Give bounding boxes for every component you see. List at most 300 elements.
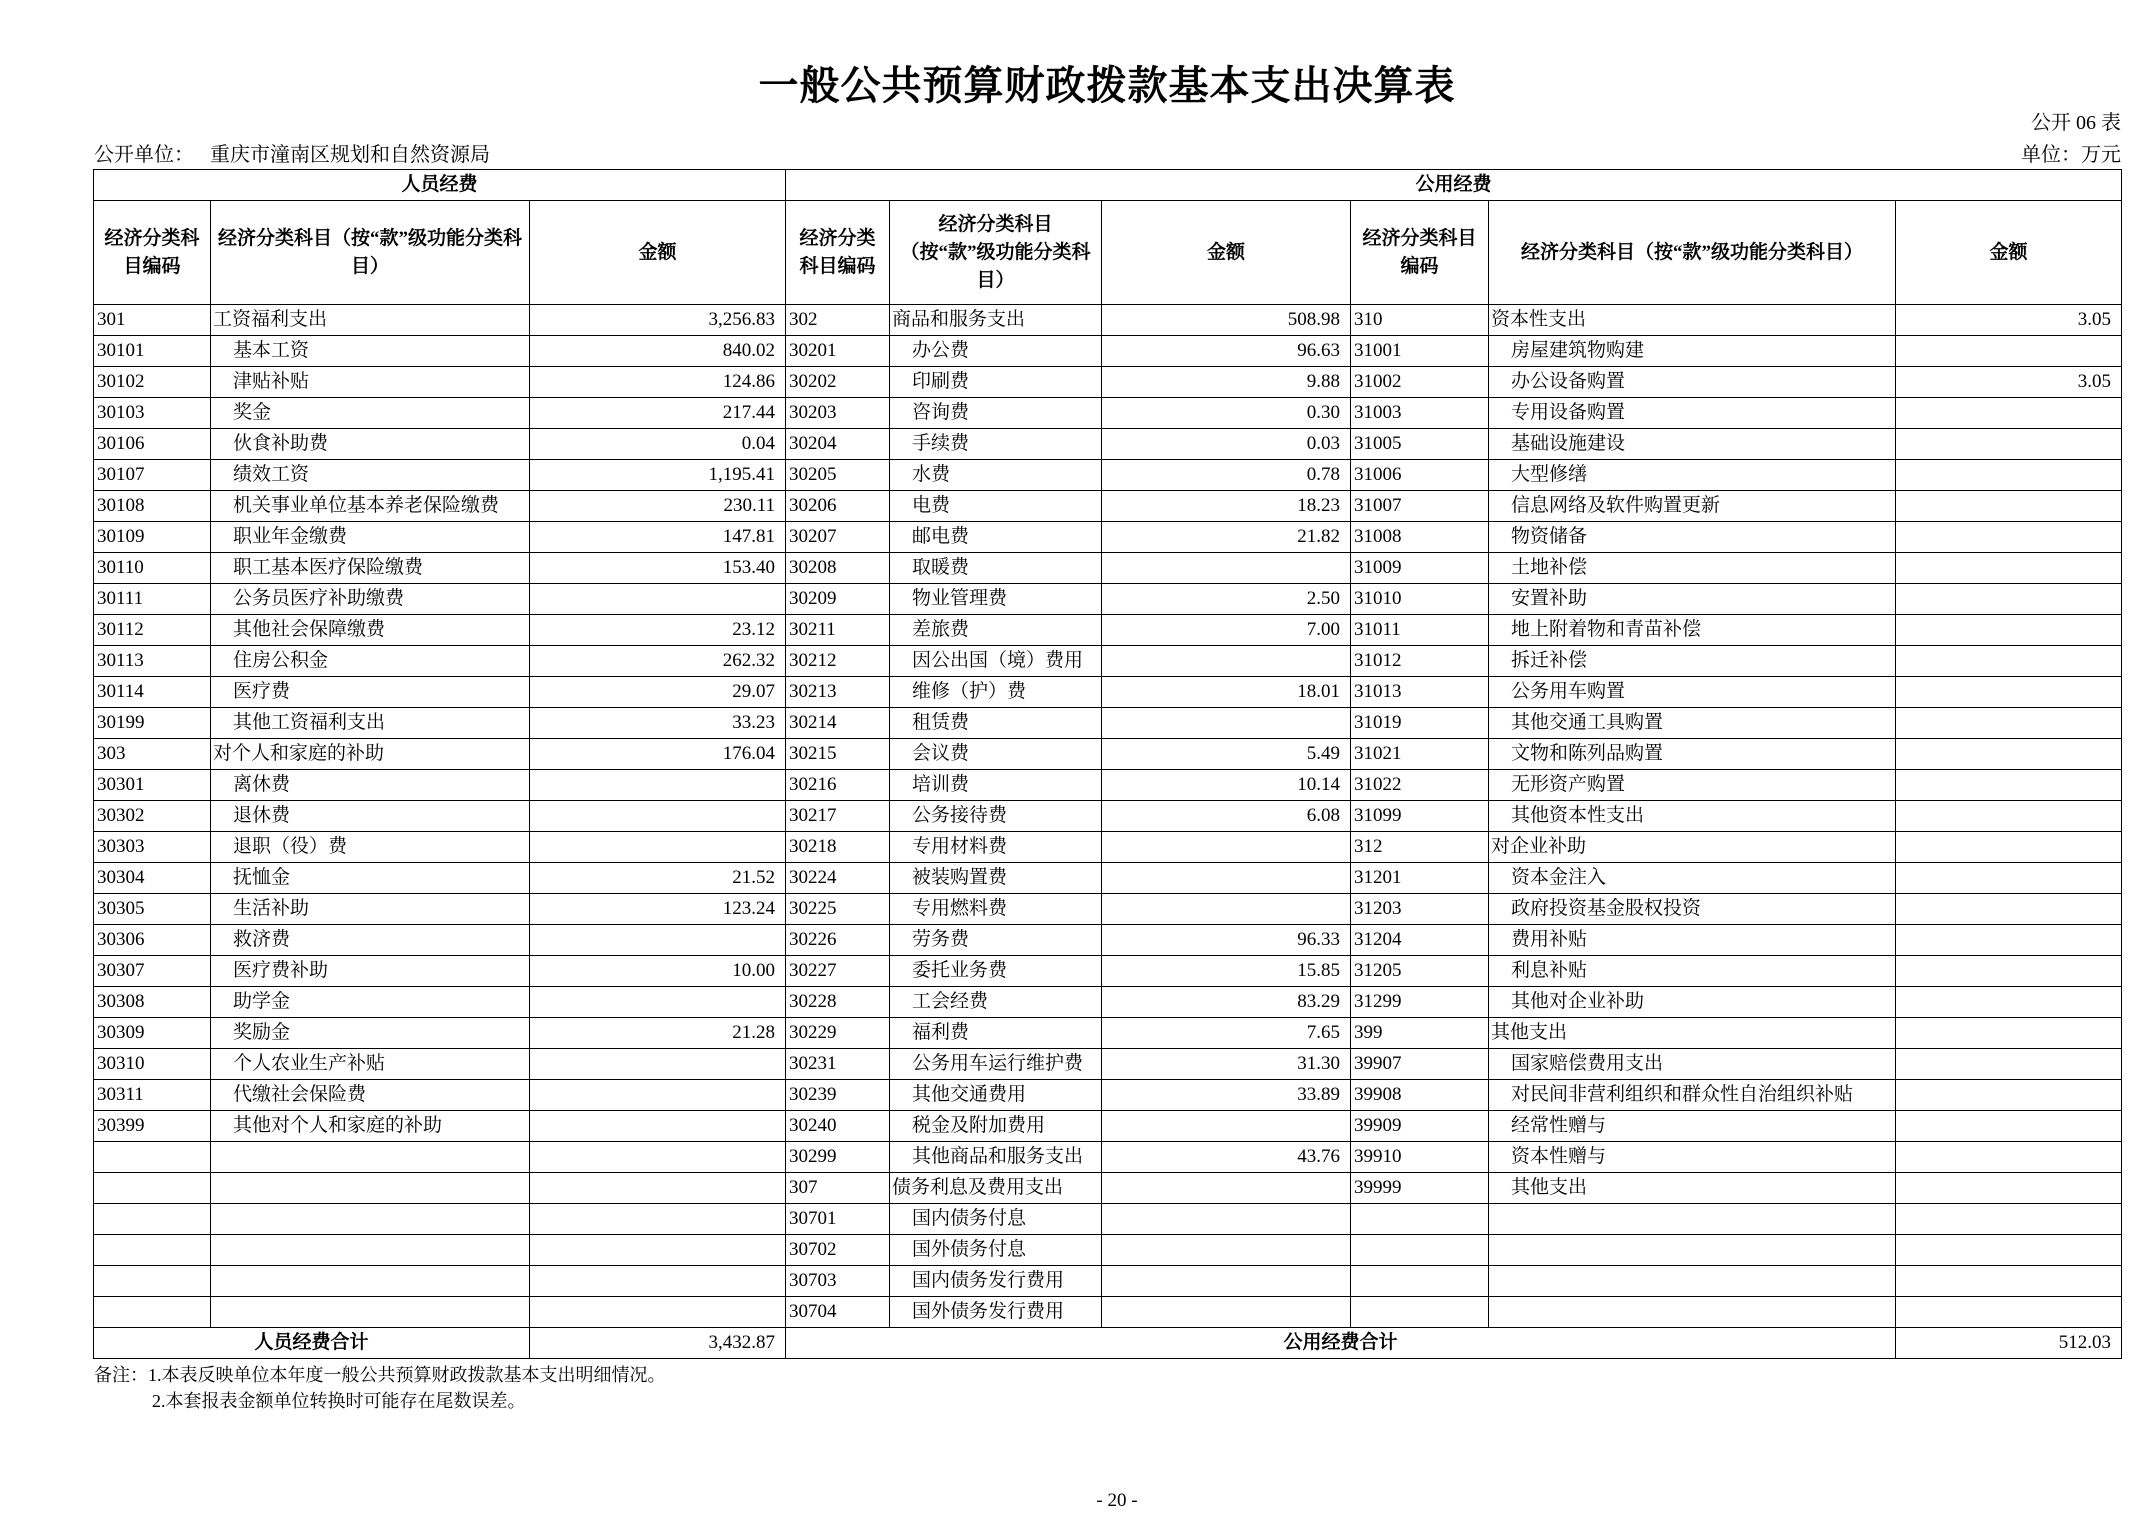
personnel-empty-cell: [94, 1204, 211, 1235]
public-capital-amount-cell: [1896, 584, 2122, 615]
personnel-empty-cell: [530, 1204, 786, 1235]
public-capital-code-cell: 31299: [1351, 987, 1489, 1018]
public-goods-name-cell: 水费: [890, 460, 1102, 491]
personnel-amount-cell: [530, 1111, 786, 1142]
public-capital-name-cell: 对民间非营利组织和群众性自治组织补贴: [1489, 1080, 1896, 1111]
personnel-empty-cell: [530, 1142, 786, 1173]
personnel-amount-cell: [530, 1080, 786, 1111]
public-capital-name-cell: 费用补贴: [1489, 925, 1896, 956]
public-goods-amount-cell: 0.30: [1102, 398, 1351, 429]
personnel-name-cell: 对个人和家庭的补助: [211, 739, 530, 770]
personnel-empty-cell: [94, 1297, 211, 1328]
public-capital-amount-cell: 3.05: [1896, 305, 2122, 336]
public-goods-amount-cell: [1102, 1266, 1351, 1297]
public-goods-amount-cell: 96.33: [1102, 925, 1351, 956]
public-goods-code-cell: 30217: [786, 801, 890, 832]
public-goods-code-cell: 30240: [786, 1111, 890, 1142]
public-goods-code-cell: 30213: [786, 677, 890, 708]
personnel-code-cell: 30304: [94, 863, 211, 894]
public-goods-amount-cell: 7.00: [1102, 615, 1351, 646]
personnel-name-cell: 离休费: [211, 770, 530, 801]
personnel-code-cell: 30303: [94, 832, 211, 863]
public-capital-amount-cell: [1896, 646, 2122, 677]
personnel-name-cell: 奖金: [211, 398, 530, 429]
public-goods-code-cell: 30701: [786, 1204, 890, 1235]
public-goods-name-cell: 债务利息及费用支出: [890, 1173, 1102, 1204]
personnel-empty-cell: [211, 1235, 530, 1266]
table-row: [94, 1142, 2122, 1173]
public-goods-name-cell: 其他交通费用: [890, 1080, 1102, 1111]
public-capital-name-cell: 安置补助: [1489, 584, 1896, 615]
public-capital-amount-cell: [1896, 894, 2122, 925]
public-capital-amount-cell: [1896, 615, 2122, 646]
col-header-code: 经济分类科目编码: [786, 201, 890, 305]
total-label-personnel: 人员经费合计: [94, 1328, 530, 1359]
public-goods-code-cell: 307: [786, 1173, 890, 1204]
public-goods-amount-cell: [1102, 863, 1351, 894]
personnel-amount-cell: 262.32: [530, 646, 786, 677]
public-goods-code-cell: 30228: [786, 987, 890, 1018]
public-capital-empty-cell: [1489, 1204, 1896, 1235]
public-goods-code-cell: 30209: [786, 584, 890, 615]
public-capital-name-cell: 基础设施建设: [1489, 429, 1896, 460]
personnel-code-cell: 30301: [94, 770, 211, 801]
public-capital-code-cell: 31011: [1351, 615, 1489, 646]
table-row: [94, 553, 2122, 584]
public-goods-name-cell: 福利费: [890, 1018, 1102, 1049]
personnel-amount-cell: 10.00: [530, 956, 786, 987]
public-goods-name-cell: 物业管理费: [890, 584, 1102, 615]
public-capital-code-cell: 31013: [1351, 677, 1489, 708]
personnel-code-cell: 30305: [94, 894, 211, 925]
public-capital-amount-cell: [1896, 336, 2122, 367]
personnel-empty-cell: [530, 1173, 786, 1204]
public-capital-name-cell: 对企业补助: [1489, 832, 1896, 863]
personnel-name-cell: 机关事业单位基本养老保险缴费: [211, 491, 530, 522]
public-goods-amount-cell: [1102, 1204, 1351, 1235]
public-capital-amount-cell: [1896, 398, 2122, 429]
public-capital-code-cell: 31022: [1351, 770, 1489, 801]
public-capital-amount-cell: [1896, 1018, 2122, 1049]
personnel-name-cell: 伙食补助费: [211, 429, 530, 460]
public-goods-code-cell: 30214: [786, 708, 890, 739]
public-capital-name-cell: 资本性赠与: [1489, 1142, 1896, 1173]
public-goods-amount-cell: 18.23: [1102, 491, 1351, 522]
personnel-code-cell: 30102: [94, 367, 211, 398]
public-capital-code-cell: 31008: [1351, 522, 1489, 553]
personnel-name-cell: 其他工资福利支出: [211, 708, 530, 739]
public-goods-amount-cell: 43.76: [1102, 1142, 1351, 1173]
table-row: [94, 429, 2122, 460]
table-row: [94, 646, 2122, 677]
table-row: [94, 615, 2122, 646]
personnel-empty-cell: [530, 1266, 786, 1297]
personnel-amount-cell: 176.04: [530, 739, 786, 770]
public-capital-empty-cell: [1489, 1235, 1896, 1266]
table-row: [94, 1235, 2122, 1266]
personnel-empty-cell: [94, 1235, 211, 1266]
table-row: [94, 1204, 2122, 1235]
public-goods-amount-cell: 10.14: [1102, 770, 1351, 801]
table-row: [94, 398, 2122, 429]
personnel-code-cell: 30108: [94, 491, 211, 522]
personnel-name-cell: 医疗费补助: [211, 956, 530, 987]
public-capital-code-cell: 312: [1351, 832, 1489, 863]
personnel-amount-cell: 840.02: [530, 336, 786, 367]
public-capital-name-cell: 拆迁补偿: [1489, 646, 1896, 677]
personnel-empty-cell: [94, 1142, 211, 1173]
personnel-code-cell: 30310: [94, 1049, 211, 1080]
public-capital-amount-cell: [1896, 553, 2122, 584]
personnel-amount-cell: 33.23: [530, 708, 786, 739]
personnel-empty-cell: [211, 1297, 530, 1328]
public-goods-amount-cell: 0.03: [1102, 429, 1351, 460]
public-capital-code-cell: 399: [1351, 1018, 1489, 1049]
group-header-personnel: 人员经费: [94, 170, 786, 201]
personnel-name-cell: 公务员医疗补助缴费: [211, 584, 530, 615]
personnel-name-cell: 医疗费: [211, 677, 530, 708]
personnel-code-cell: 30112: [94, 615, 211, 646]
personnel-code-cell: 30101: [94, 336, 211, 367]
col-header-name: 经济分类科目（按“款”级功能分类科目）: [1489, 201, 1896, 305]
public-goods-amount-cell: [1102, 708, 1351, 739]
public-goods-name-cell: 国外债务发行费用: [890, 1297, 1102, 1328]
public-capital-empty-cell: [1896, 1297, 2122, 1328]
column-header-row: [94, 201, 2122, 305]
table-row: [94, 336, 2122, 367]
public-goods-amount-cell: 5.49: [1102, 739, 1351, 770]
total-row: [94, 1328, 2122, 1359]
public-goods-name-cell: 其他商品和服务支出: [890, 1142, 1102, 1173]
public-capital-amount-cell: [1896, 1080, 2122, 1111]
public-goods-code-cell: 30206: [786, 491, 890, 522]
public-goods-name-cell: 委托业务费: [890, 956, 1102, 987]
personnel-amount-cell: [530, 832, 786, 863]
public-capital-name-cell: 信息网络及软件购置更新: [1489, 491, 1896, 522]
reporting-unit-label: 公开单位：: [94, 144, 194, 166]
personnel-amount-cell: [530, 1049, 786, 1080]
public-capital-code-cell: 31201: [1351, 863, 1489, 894]
public-capital-empty-cell: [1489, 1266, 1896, 1297]
public-capital-code-cell: 31002: [1351, 367, 1489, 398]
reporting-unit-name: 重庆市潼南区规划和自然资源局: [210, 144, 490, 166]
public-capital-amount-cell: [1896, 863, 2122, 894]
total-label-public: 公用经费合计: [786, 1328, 1896, 1359]
public-capital-code-cell: 31204: [1351, 925, 1489, 956]
public-goods-name-cell: 取暖费: [890, 553, 1102, 584]
public-goods-code-cell: 30226: [786, 925, 890, 956]
col-header-name: 经济分类科目（按“款”级功能分类科目）: [211, 201, 530, 305]
personnel-empty-cell: [94, 1266, 211, 1297]
personnel-name-cell: 职工基本医疗保险缴费: [211, 553, 530, 584]
personnel-code-cell: 30309: [94, 1018, 211, 1049]
public-capital-empty-cell: [1896, 1204, 2122, 1235]
public-capital-amount-cell: [1896, 801, 2122, 832]
public-capital-amount-cell: [1896, 925, 2122, 956]
table-row: [94, 522, 2122, 553]
col-header-amount: 金额: [1896, 201, 2122, 305]
table-body: [94, 305, 2122, 1328]
public-capital-name-cell: 地上附着物和青苗补偿: [1489, 615, 1896, 646]
personnel-code-cell: 30113: [94, 646, 211, 677]
public-goods-code-cell: 30204: [786, 429, 890, 460]
public-capital-code-cell: 31010: [1351, 584, 1489, 615]
public-capital-name-cell: 资本性支出: [1489, 305, 1896, 336]
public-capital-amount-cell: [1896, 770, 2122, 801]
public-capital-amount-cell: [1896, 1142, 2122, 1173]
personnel-code-cell: 30199: [94, 708, 211, 739]
public-goods-code-cell: 30208: [786, 553, 890, 584]
public-goods-name-cell: 邮电费: [890, 522, 1102, 553]
public-capital-name-cell: 无形资产购置: [1489, 770, 1896, 801]
public-capital-name-cell: 专用设备购置: [1489, 398, 1896, 429]
table-row: [94, 1080, 2122, 1111]
public-capital-code-cell: 31006: [1351, 460, 1489, 491]
table-row: [94, 801, 2122, 832]
personnel-amount-cell: 0.04: [530, 429, 786, 460]
personnel-name-cell: 救济费: [211, 925, 530, 956]
public-goods-name-cell: 国内债务发行费用: [890, 1266, 1102, 1297]
public-goods-amount-cell: 96.63: [1102, 336, 1351, 367]
personnel-name-cell: 退休费: [211, 801, 530, 832]
personnel-amount-cell: [530, 925, 786, 956]
personnel-code-cell: 30110: [94, 553, 211, 584]
public-goods-name-cell: 办公费: [890, 336, 1102, 367]
public-capital-amount-cell: [1896, 491, 2122, 522]
public-goods-amount-cell: 0.78: [1102, 460, 1351, 491]
footnote: 备注：1.本表反映单位本年度一般公共预算财政拨款基本支出明细情况。: [94, 1365, 666, 1385]
personnel-amount-cell: [530, 584, 786, 615]
table-row: [94, 1297, 2122, 1328]
public-goods-amount-cell: 18.01: [1102, 677, 1351, 708]
personnel-amount-cell: 123.24: [530, 894, 786, 925]
public-goods-code-cell: 30203: [786, 398, 890, 429]
public-goods-amount-cell: [1102, 1235, 1351, 1266]
public-goods-code-cell: 30299: [786, 1142, 890, 1173]
personnel-amount-cell: 230.11: [530, 491, 786, 522]
col-header-code: 经济分类科目编码: [94, 201, 211, 305]
public-capital-name-cell: 政府投资基金股权投资: [1489, 894, 1896, 925]
col-header-name: 经济分类科目（按“款”级功能分类科目）: [890, 201, 1102, 305]
public-capital-code-cell: 310: [1351, 305, 1489, 336]
personnel-code-cell: 303: [94, 739, 211, 770]
public-capital-empty-cell: [1489, 1297, 1896, 1328]
public-goods-name-cell: 印刷费: [890, 367, 1102, 398]
personnel-name-cell: 基本工资: [211, 336, 530, 367]
public-capital-name-cell: 其他支出: [1489, 1018, 1896, 1049]
personnel-name-cell: 助学金: [211, 987, 530, 1018]
table-row: [94, 460, 2122, 491]
group-header-row: [94, 170, 2122, 201]
personnel-amount-cell: [530, 801, 786, 832]
personnel-amount-cell: 3,256.83: [530, 305, 786, 336]
table-row: [94, 832, 2122, 863]
personnel-code-cell: 30302: [94, 801, 211, 832]
public-capital-code-cell: 31007: [1351, 491, 1489, 522]
public-goods-name-cell: 国外债务付息: [890, 1235, 1102, 1266]
public-goods-amount-cell: 9.88: [1102, 367, 1351, 398]
public-capital-amount-cell: [1896, 1049, 2122, 1080]
personnel-code-cell: 30106: [94, 429, 211, 460]
page-title: 一般公共预算财政拨款基本支出决算表: [758, 63, 1456, 108]
public-goods-amount-cell: 31.30: [1102, 1049, 1351, 1080]
table-row: [94, 1111, 2122, 1142]
public-capital-empty-cell: [1896, 1235, 2122, 1266]
public-goods-code-cell: 30205: [786, 460, 890, 491]
total-amount-public: 512.03: [1896, 1328, 2122, 1359]
public-capital-name-cell: 房屋建筑物购建: [1489, 336, 1896, 367]
public-goods-name-cell: 培训费: [890, 770, 1102, 801]
public-capital-name-cell: 公务用车购置: [1489, 677, 1896, 708]
table-row: [94, 863, 2122, 894]
public-goods-name-cell: 专用燃料费: [890, 894, 1102, 925]
personnel-amount-cell: 147.81: [530, 522, 786, 553]
public-capital-name-cell: 经常性赠与: [1489, 1111, 1896, 1142]
personnel-code-cell: 30399: [94, 1111, 211, 1142]
public-goods-name-cell: 电费: [890, 491, 1102, 522]
table-row: [94, 1049, 2122, 1080]
personnel-empty-cell: [211, 1204, 530, 1235]
public-goods-code-cell: 30229: [786, 1018, 890, 1049]
table-row: [94, 956, 2122, 987]
col-header-amount: 金额: [530, 201, 786, 305]
table-row: [94, 987, 2122, 1018]
public-goods-amount-cell: 21.82: [1102, 522, 1351, 553]
public-capital-code-cell: 39908: [1351, 1080, 1489, 1111]
public-goods-code-cell: 30218: [786, 832, 890, 863]
personnel-amount-cell: 1,195.41: [530, 460, 786, 491]
public-goods-code-cell: 30231: [786, 1049, 890, 1080]
currency-unit: 单位：万元: [2021, 144, 2121, 166]
public-goods-code-cell: 30227: [786, 956, 890, 987]
public-goods-name-cell: 被装购置费: [890, 863, 1102, 894]
public-goods-code-cell: 30225: [786, 894, 890, 925]
public-goods-name-cell: 税金及附加费用: [890, 1111, 1102, 1142]
public-capital-code-cell: 31099: [1351, 801, 1489, 832]
public-goods-code-cell: 30211: [786, 615, 890, 646]
public-goods-name-cell: 公务接待费: [890, 801, 1102, 832]
public-goods-name-cell: 租赁费: [890, 708, 1102, 739]
public-capital-name-cell: 其他对企业补助: [1489, 987, 1896, 1018]
form-number: 公开 06 表: [2031, 112, 2121, 134]
table-row: [94, 708, 2122, 739]
personnel-code-cell: 30103: [94, 398, 211, 429]
personnel-amount-cell: 21.28: [530, 1018, 786, 1049]
public-capital-amount-cell: [1896, 1111, 2122, 1142]
personnel-amount-cell: 29.07: [530, 677, 786, 708]
public-capital-code-cell: 31203: [1351, 894, 1489, 925]
public-capital-amount-cell: [1896, 677, 2122, 708]
personnel-code-cell: 30311: [94, 1080, 211, 1111]
public-capital-code-cell: 39999: [1351, 1173, 1489, 1204]
footnotes: [94, 1362, 666, 1414]
public-capital-code-cell: 39907: [1351, 1049, 1489, 1080]
public-goods-name-cell: 公务用车运行维护费: [890, 1049, 1102, 1080]
personnel-code-cell: 30114: [94, 677, 211, 708]
table-row: [94, 1266, 2122, 1297]
public-capital-code-cell: 39910: [1351, 1142, 1489, 1173]
public-goods-amount-cell: [1102, 832, 1351, 863]
page-number: - 20 -: [1096, 1490, 1138, 1511]
public-goods-amount-cell: 7.65: [1102, 1018, 1351, 1049]
personnel-empty-cell: [530, 1297, 786, 1328]
public-capital-name-cell: 土地补偿: [1489, 553, 1896, 584]
personnel-empty-cell: [530, 1235, 786, 1266]
public-goods-code-cell: 30239: [786, 1080, 890, 1111]
public-capital-amount-cell: [1896, 460, 2122, 491]
public-goods-name-cell: 手续费: [890, 429, 1102, 460]
personnel-name-cell: 津贴补贴: [211, 367, 530, 398]
public-goods-amount-cell: 2.50: [1102, 584, 1351, 615]
budget-table: [93, 169, 2122, 1359]
public-capital-amount-cell: [1896, 832, 2122, 863]
public-goods-code-cell: 30216: [786, 770, 890, 801]
public-goods-name-cell: 劳务费: [890, 925, 1102, 956]
public-goods-name-cell: 专用材料费: [890, 832, 1102, 863]
table-row: [94, 584, 2122, 615]
public-capital-empty-cell: [1351, 1297, 1489, 1328]
personnel-amount-cell: 124.86: [530, 367, 786, 398]
personnel-amount-cell: 23.12: [530, 615, 786, 646]
personnel-name-cell: 其他社会保障缴费: [211, 615, 530, 646]
public-capital-amount-cell: [1896, 708, 2122, 739]
public-goods-amount-cell: 508.98: [1102, 305, 1351, 336]
footnote: 2.本套报表金额单位转换时可能存在尾数误差。: [152, 1391, 526, 1411]
public-goods-code-cell: 30202: [786, 367, 890, 398]
public-capital-amount-cell: [1896, 739, 2122, 770]
personnel-amount-cell: [530, 987, 786, 1018]
personnel-name-cell: 退职（役）费: [211, 832, 530, 863]
table-row: [94, 894, 2122, 925]
personnel-name-cell: 工资福利支出: [211, 305, 530, 336]
personnel-empty-cell: [94, 1173, 211, 1204]
public-capital-code-cell: 31009: [1351, 553, 1489, 584]
public-goods-code-cell: 30201: [786, 336, 890, 367]
public-capital-empty-cell: [1351, 1204, 1489, 1235]
public-goods-amount-cell: 6.08: [1102, 801, 1351, 832]
public-goods-code-cell: 30207: [786, 522, 890, 553]
public-goods-amount-cell: [1102, 553, 1351, 584]
public-capital-code-cell: 31005: [1351, 429, 1489, 460]
personnel-name-cell: 住房公积金: [211, 646, 530, 677]
public-goods-name-cell: 咨询费: [890, 398, 1102, 429]
public-goods-code-cell: 30215: [786, 739, 890, 770]
personnel-code-cell: 30109: [94, 522, 211, 553]
personnel-name-cell: 绩效工资: [211, 460, 530, 491]
public-goods-amount-cell: 33.89: [1102, 1080, 1351, 1111]
personnel-name-cell: 奖励金: [211, 1018, 530, 1049]
public-goods-name-cell: 因公出国（境）费用: [890, 646, 1102, 677]
public-goods-name-cell: 商品和服务支出: [890, 305, 1102, 336]
reporting-unit: [94, 142, 490, 168]
public-goods-code-cell: 30702: [786, 1235, 890, 1266]
personnel-name-cell: 抚恤金: [211, 863, 530, 894]
public-capital-name-cell: 资本金注入: [1489, 863, 1896, 894]
public-goods-amount-cell: [1102, 1173, 1351, 1204]
reporting-info-row: [93, 142, 2121, 168]
public-capital-code-cell: 39909: [1351, 1111, 1489, 1142]
public-goods-code-cell: 30703: [786, 1266, 890, 1297]
public-capital-name-cell: 物资储备: [1489, 522, 1896, 553]
col-header-code: 经济分类科目编码: [1351, 201, 1489, 305]
personnel-amount-cell: 153.40: [530, 553, 786, 584]
personnel-empty-cell: [211, 1142, 530, 1173]
public-goods-name-cell: 会议费: [890, 739, 1102, 770]
table-row: [94, 925, 2122, 956]
public-capital-code-cell: 31001: [1351, 336, 1489, 367]
public-capital-amount-cell: [1896, 987, 2122, 1018]
public-goods-name-cell: 差旅费: [890, 615, 1102, 646]
